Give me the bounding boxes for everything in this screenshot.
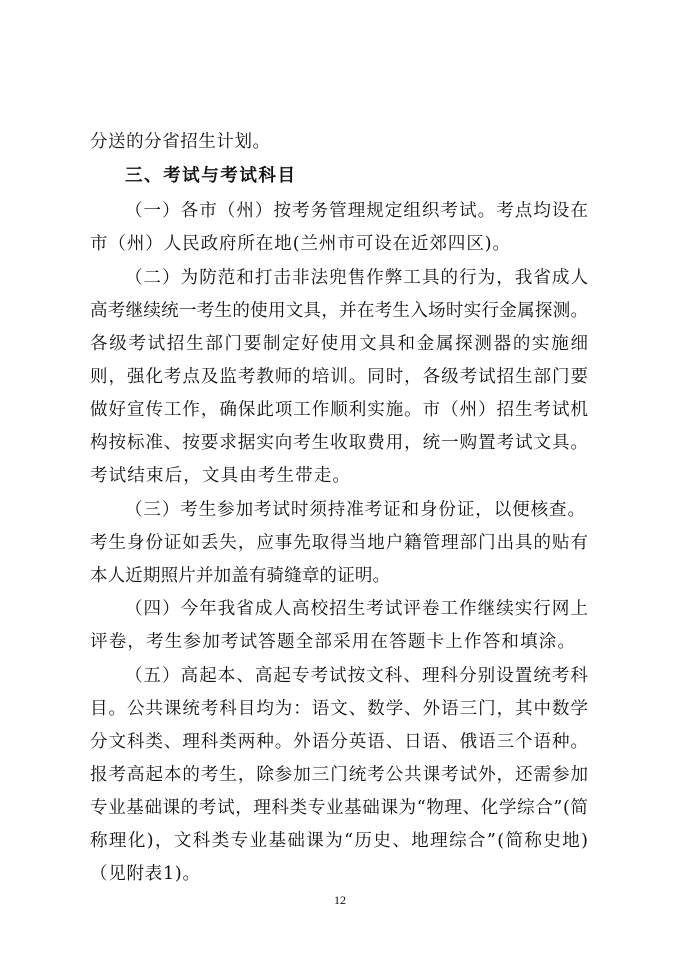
text-line: 本人近期照片并加盖有骑缝章的证明。: [90, 566, 391, 586]
page-number: 12: [334, 893, 346, 907]
text-line: （四）今年我省成人高校招生考试评卷工作继续实行网上: [125, 599, 590, 619]
text-line: 报考高起本的考生，除参加三门统考公共课考试外，还需参加: [90, 765, 589, 785]
text-line: （见附表1)。: [90, 864, 201, 884]
text-line: 做好宣传工作，确保此项工作顺利实施。市（州）招生考试机: [90, 400, 589, 420]
text-line: 分送的分省招生计划。: [90, 132, 271, 152]
text-line: 则，强化考点及监考教师的培训。同时，各级考试招生部门要: [90, 367, 589, 387]
text-line: 分文科类、理科类两种。外语分英语、日语、俄语三个语种。: [90, 732, 589, 752]
text-line: （三）考生参加考试时须持准考证和身份证，以便核查。: [125, 500, 586, 520]
text-line: （五）高起本、高起专考试按文科、理科分别设置统考科: [125, 666, 590, 686]
text-line: 各级考试招生部门要制定好使用文具和金属探测器的实施细: [90, 334, 590, 354]
text-line: 目。公共课统考科目均为：语文、数学、外语三门，其中数学: [90, 699, 589, 719]
text-line: 高考继续统一考生的使用文具，并在考生入场时实行金属探测。: [90, 301, 589, 321]
text-line: 市（州）人民政府所在地(兰州市可设在近郊四区)。: [90, 234, 511, 254]
text-line: 构按标准、按要求据实向考生收取费用，统一购置考试文具。: [90, 433, 589, 453]
text-line: 考试结束后，文具由考生带走。: [90, 466, 352, 486]
text-line: 评卷，考生参加考试答题全部采用在答题卡上作答和填涂。: [90, 632, 577, 652]
text-line: 专业基础课的考试，理科类专业基础课为“物理、化学综合”(简: [90, 798, 589, 818]
text-line: 称理化)，文科类专业基础课为“历史、地理综合”(简称史地): [90, 831, 590, 851]
text-line: （一）各市（州）按考务管理规定组织考试。考点均设在: [125, 201, 590, 221]
text-line: 考生身份证如丢失，应事先取得当地户籍管理部门出具的贴有: [90, 533, 589, 553]
text-line: （二）为防范和打击非法兜售作弊工具的行为，我省成人: [125, 268, 590, 288]
section-heading: 三、考试与考试科目: [125, 166, 297, 186]
